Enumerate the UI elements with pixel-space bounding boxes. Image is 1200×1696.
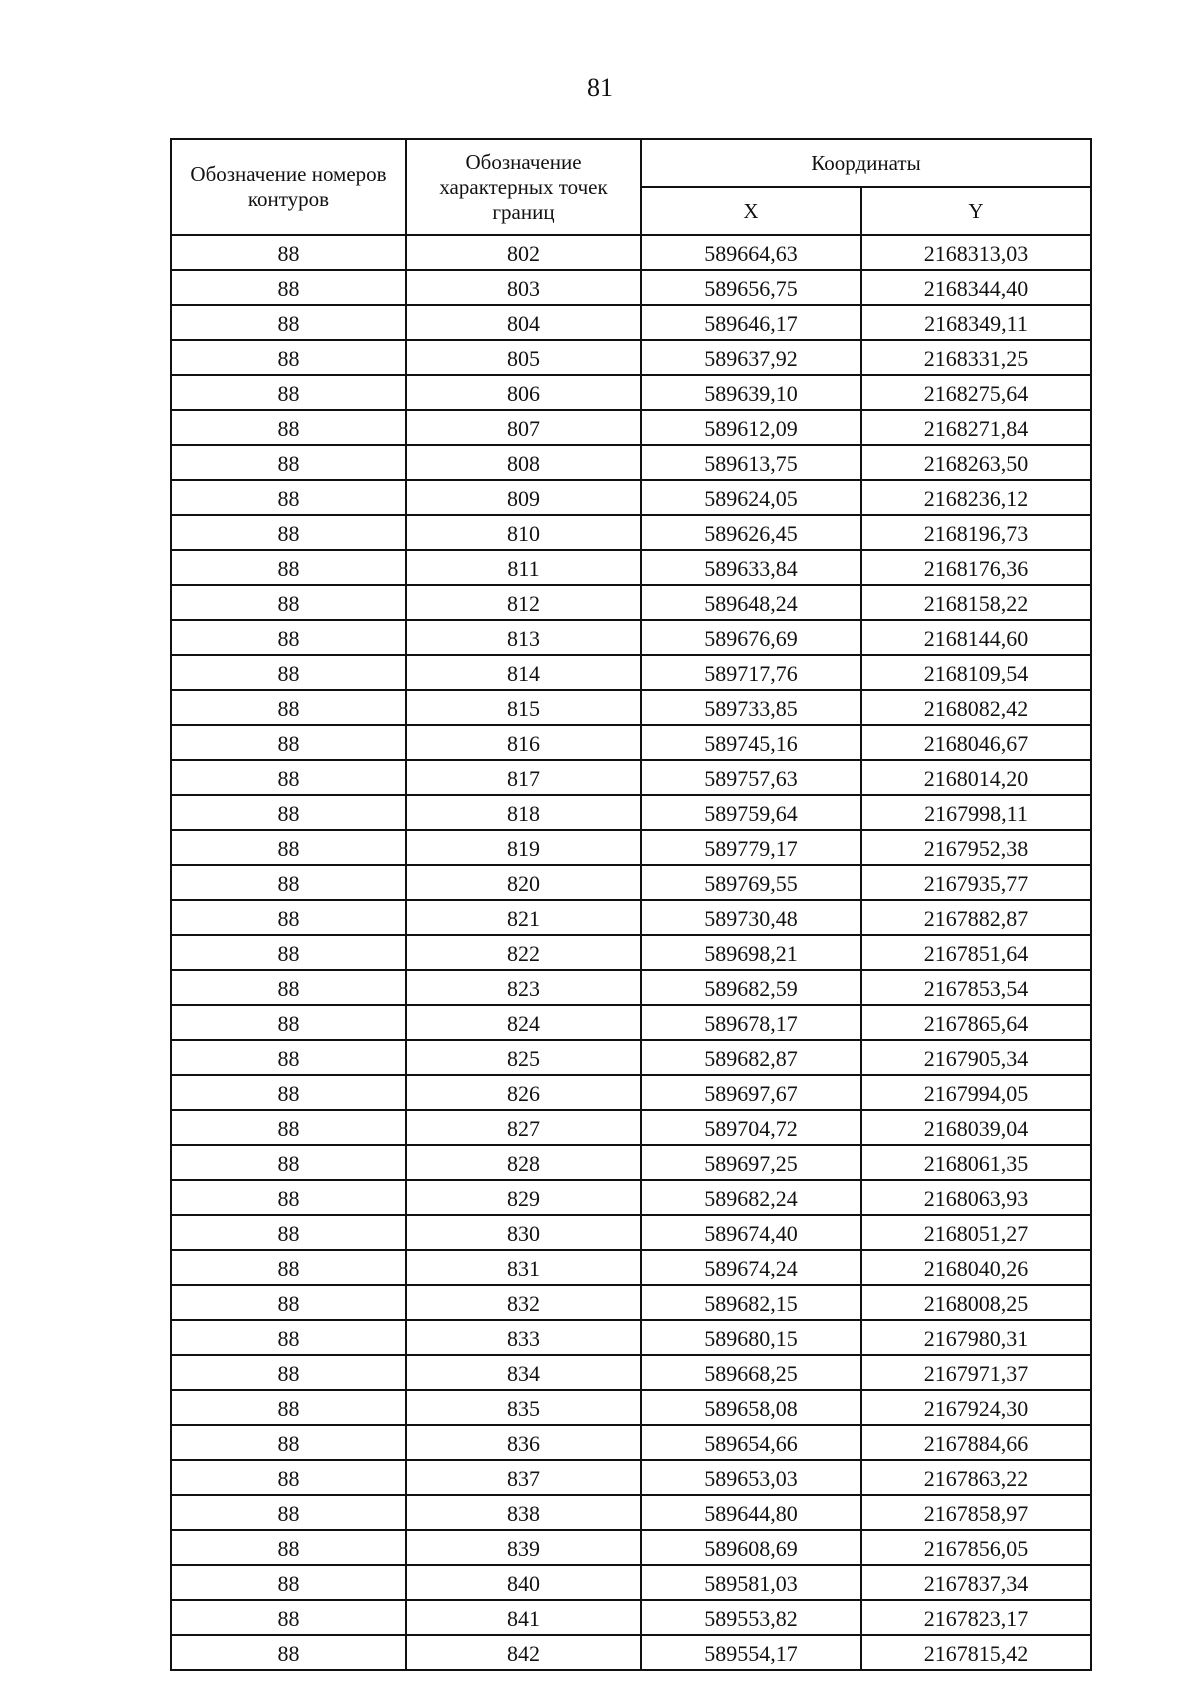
cell-contour-number: 88 (171, 1180, 406, 1215)
cell-contour-number: 88 (171, 655, 406, 690)
cell-y-coordinate: 2168331,25 (861, 340, 1091, 375)
cell-contour-number: 88 (171, 550, 406, 585)
table-row (171, 270, 1091, 305)
cell-point-number: 803 (406, 270, 641, 305)
cell-contour-number: 88 (171, 970, 406, 1005)
cell-y-coordinate: 2168061,35 (861, 1145, 1091, 1180)
cell-y-coordinate: 2168082,42 (861, 690, 1091, 725)
cell-x-coordinate: 589624,05 (641, 480, 861, 515)
cell-point-number: 825 (406, 1040, 641, 1075)
table-header (171, 139, 1091, 235)
cell-y-coordinate: 2167971,37 (861, 1355, 1091, 1390)
table-row (171, 480, 1091, 515)
cell-y-coordinate: 2167905,34 (861, 1040, 1091, 1075)
cell-x-coordinate: 589680,15 (641, 1320, 861, 1355)
cell-contour-number: 88 (171, 760, 406, 795)
cell-point-number: 840 (406, 1565, 641, 1600)
cell-contour-number: 88 (171, 1600, 406, 1635)
cell-contour-number: 88 (171, 1110, 406, 1145)
cell-y-coordinate: 2167994,05 (861, 1075, 1091, 1110)
cell-contour-number: 88 (171, 1320, 406, 1355)
cell-contour-number: 88 (171, 1250, 406, 1285)
table-row (171, 1495, 1091, 1530)
cell-x-coordinate: 589613,75 (641, 445, 861, 480)
cell-contour-number: 88 (171, 830, 406, 865)
cell-y-coordinate: 2168158,22 (861, 585, 1091, 620)
cell-contour-number: 88 (171, 1530, 406, 1565)
cell-point-number: 808 (406, 445, 641, 480)
cell-x-coordinate: 589674,40 (641, 1215, 861, 1250)
cell-y-coordinate: 2168275,64 (861, 375, 1091, 410)
cell-point-number: 812 (406, 585, 641, 620)
cell-contour-number: 88 (171, 725, 406, 760)
cell-x-coordinate: 589678,17 (641, 1005, 861, 1040)
cell-y-coordinate: 2168196,73 (861, 515, 1091, 550)
cell-y-coordinate: 2167865,64 (861, 1005, 1091, 1040)
table-row (171, 550, 1091, 585)
cell-x-coordinate: 589658,08 (641, 1390, 861, 1425)
cell-y-coordinate: 2167924,30 (861, 1390, 1091, 1425)
table-row (171, 865, 1091, 900)
cell-point-number: 809 (406, 480, 641, 515)
cell-x-coordinate: 589633,84 (641, 550, 861, 585)
cell-x-coordinate: 589637,92 (641, 340, 861, 375)
table-row (171, 1635, 1091, 1670)
table-row (171, 1110, 1091, 1145)
cell-y-coordinate: 2167863,22 (861, 1460, 1091, 1495)
cell-contour-number: 88 (171, 690, 406, 725)
cell-contour-number: 88 (171, 515, 406, 550)
table-row (171, 1075, 1091, 1110)
cell-x-coordinate: 589553,82 (641, 1600, 861, 1635)
table-row (171, 1460, 1091, 1495)
cell-point-number: 839 (406, 1530, 641, 1565)
cell-y-coordinate: 2168263,50 (861, 445, 1091, 480)
table-row (171, 585, 1091, 620)
table-row (171, 1390, 1091, 1425)
table-row (171, 1005, 1091, 1040)
cell-contour-number: 88 (171, 235, 406, 270)
cell-x-coordinate: 589656,75 (641, 270, 861, 305)
header-coordinates: Координаты (641, 139, 1091, 187)
cell-contour-number: 88 (171, 935, 406, 970)
cell-y-coordinate: 2168344,40 (861, 270, 1091, 305)
cell-contour-number: 88 (171, 1285, 406, 1320)
table-row (171, 830, 1091, 865)
cell-y-coordinate: 2167935,77 (861, 865, 1091, 900)
cell-contour-number: 88 (171, 795, 406, 830)
table-row (171, 725, 1091, 760)
table-row (171, 1145, 1091, 1180)
cell-contour-number: 88 (171, 340, 406, 375)
cell-y-coordinate: 2167851,64 (861, 935, 1091, 970)
table-row (171, 1285, 1091, 1320)
cell-contour-number: 88 (171, 410, 406, 445)
cell-y-coordinate: 2167882,87 (861, 900, 1091, 935)
table-row (171, 900, 1091, 935)
cell-point-number: 828 (406, 1145, 641, 1180)
table-row (171, 305, 1091, 340)
cell-point-number: 833 (406, 1320, 641, 1355)
cell-contour-number: 88 (171, 305, 406, 340)
cell-point-number: 813 (406, 620, 641, 655)
cell-contour-number: 88 (171, 375, 406, 410)
cell-y-coordinate: 2167884,66 (861, 1425, 1091, 1460)
table-row (171, 620, 1091, 655)
cell-x-coordinate: 589676,69 (641, 620, 861, 655)
cell-y-coordinate: 2168063,93 (861, 1180, 1091, 1215)
cell-contour-number: 88 (171, 900, 406, 935)
cell-point-number: 804 (406, 305, 641, 340)
cell-y-coordinate: 2168039,04 (861, 1110, 1091, 1145)
cell-y-coordinate: 2168046,67 (861, 725, 1091, 760)
cell-x-coordinate: 589639,10 (641, 375, 861, 410)
cell-x-coordinate: 589757,63 (641, 760, 861, 795)
table-row (171, 795, 1091, 830)
cell-point-number: 802 (406, 235, 641, 270)
cell-y-coordinate: 2168176,36 (861, 550, 1091, 585)
table-body (171, 235, 1091, 1670)
cell-x-coordinate: 589733,85 (641, 690, 861, 725)
cell-y-coordinate: 2168008,25 (861, 1285, 1091, 1320)
table-row (171, 340, 1091, 375)
cell-x-coordinate: 589612,09 (641, 410, 861, 445)
cell-contour-number: 88 (171, 480, 406, 515)
table-row (171, 515, 1091, 550)
cell-point-number: 818 (406, 795, 641, 830)
cell-x-coordinate: 589682,15 (641, 1285, 861, 1320)
cell-contour-number: 88 (171, 865, 406, 900)
cell-point-number: 821 (406, 900, 641, 935)
cell-x-coordinate: 589717,76 (641, 655, 861, 690)
coordinates-table (170, 138, 1092, 1671)
cell-point-number: 830 (406, 1215, 641, 1250)
cell-contour-number: 88 (171, 1390, 406, 1425)
table-row (171, 935, 1091, 970)
cell-y-coordinate: 2168051,27 (861, 1215, 1091, 1250)
cell-x-coordinate: 589581,03 (641, 1565, 861, 1600)
cell-x-coordinate: 589682,24 (641, 1180, 861, 1215)
cell-contour-number: 88 (171, 1215, 406, 1250)
cell-x-coordinate: 589608,69 (641, 1530, 861, 1565)
cell-x-coordinate: 589668,25 (641, 1355, 861, 1390)
cell-point-number: 826 (406, 1075, 641, 1110)
cell-y-coordinate: 2167823,17 (861, 1600, 1091, 1635)
table-row (171, 375, 1091, 410)
cell-x-coordinate: 589704,72 (641, 1110, 861, 1145)
cell-y-coordinate: 2168040,26 (861, 1250, 1091, 1285)
cell-point-number: 832 (406, 1285, 641, 1320)
cell-point-number: 807 (406, 410, 641, 445)
table-row (171, 1215, 1091, 1250)
cell-contour-number: 88 (171, 1635, 406, 1670)
header-x: X (641, 187, 861, 235)
cell-contour-number: 88 (171, 1425, 406, 1460)
cell-y-coordinate: 2168313,03 (861, 235, 1091, 270)
table-row (171, 410, 1091, 445)
cell-contour-number: 88 (171, 1495, 406, 1530)
cell-point-number: 837 (406, 1460, 641, 1495)
cell-point-number: 831 (406, 1250, 641, 1285)
cell-x-coordinate: 589697,25 (641, 1145, 861, 1180)
cell-contour-number: 88 (171, 1005, 406, 1040)
cell-x-coordinate: 589644,80 (641, 1495, 861, 1530)
cell-contour-number: 88 (171, 620, 406, 655)
cell-x-coordinate: 589769,55 (641, 865, 861, 900)
cell-x-coordinate: 589745,16 (641, 725, 861, 760)
cell-point-number: 835 (406, 1390, 641, 1425)
table-row (171, 1180, 1091, 1215)
cell-y-coordinate: 2168014,20 (861, 760, 1091, 795)
cell-point-number: 814 (406, 655, 641, 690)
header-y: Y (861, 187, 1091, 235)
table-row (171, 690, 1091, 725)
cell-point-number: 834 (406, 1355, 641, 1390)
cell-x-coordinate: 589626,45 (641, 515, 861, 550)
cell-contour-number: 88 (171, 270, 406, 305)
table-row (171, 970, 1091, 1005)
table-row (171, 445, 1091, 480)
cell-point-number: 838 (406, 1495, 641, 1530)
cell-x-coordinate: 589674,24 (641, 1250, 861, 1285)
header-contour-number: Обозначение номеров контуров (171, 139, 406, 235)
cell-y-coordinate: 2167952,38 (861, 830, 1091, 865)
cell-point-number: 822 (406, 935, 641, 970)
cell-y-coordinate: 2168144,60 (861, 620, 1091, 655)
table-row (171, 1355, 1091, 1390)
cell-y-coordinate: 2167998,11 (861, 795, 1091, 830)
cell-x-coordinate: 589646,17 (641, 305, 861, 340)
cell-x-coordinate: 589648,24 (641, 585, 861, 620)
cell-point-number: 823 (406, 970, 641, 1005)
cell-point-number: 819 (406, 830, 641, 865)
header-boundary-point: Обозначение характерных точек границ (406, 139, 641, 235)
table-row (171, 1600, 1091, 1635)
cell-y-coordinate: 2168236,12 (861, 480, 1091, 515)
cell-x-coordinate: 589697,67 (641, 1075, 861, 1110)
page-number: 81 (587, 73, 613, 102)
cell-x-coordinate: 589654,66 (641, 1425, 861, 1460)
cell-contour-number: 88 (171, 585, 406, 620)
cell-contour-number: 88 (171, 1565, 406, 1600)
cell-y-coordinate: 2167856,05 (861, 1530, 1091, 1565)
cell-y-coordinate: 2167853,54 (861, 970, 1091, 1005)
cell-y-coordinate: 2167837,34 (861, 1565, 1091, 1600)
cell-point-number: 836 (406, 1425, 641, 1460)
cell-x-coordinate: 589779,17 (641, 830, 861, 865)
cell-point-number: 824 (406, 1005, 641, 1040)
cell-contour-number: 88 (171, 1040, 406, 1075)
cell-point-number: 805 (406, 340, 641, 375)
cell-point-number: 816 (406, 725, 641, 760)
table-row (171, 1530, 1091, 1565)
cell-point-number: 806 (406, 375, 641, 410)
cell-x-coordinate: 589730,48 (641, 900, 861, 935)
cell-x-coordinate: 589682,59 (641, 970, 861, 1005)
cell-y-coordinate: 2168109,54 (861, 655, 1091, 690)
cell-x-coordinate: 589554,17 (641, 1635, 861, 1670)
cell-point-number: 820 (406, 865, 641, 900)
cell-point-number: 815 (406, 690, 641, 725)
cell-point-number: 811 (406, 550, 641, 585)
table-row (171, 1425, 1091, 1460)
cell-x-coordinate: 589682,87 (641, 1040, 861, 1075)
cell-x-coordinate: 589759,64 (641, 795, 861, 830)
table-row (171, 1320, 1091, 1355)
cell-point-number: 817 (406, 760, 641, 795)
table-row (171, 760, 1091, 795)
cell-x-coordinate: 589653,03 (641, 1460, 861, 1495)
cell-contour-number: 88 (171, 445, 406, 480)
table-row (171, 1040, 1091, 1075)
table-row (171, 1565, 1091, 1600)
cell-y-coordinate: 2167980,31 (861, 1320, 1091, 1355)
cell-point-number: 829 (406, 1180, 641, 1215)
cell-contour-number: 88 (171, 1355, 406, 1390)
cell-point-number: 842 (406, 1635, 641, 1670)
table-row (171, 655, 1091, 690)
cell-y-coordinate: 2168271,84 (861, 410, 1091, 445)
table-row (171, 235, 1091, 270)
cell-contour-number: 88 (171, 1075, 406, 1110)
cell-point-number: 841 (406, 1600, 641, 1635)
cell-point-number: 810 (406, 515, 641, 550)
cell-contour-number: 88 (171, 1145, 406, 1180)
cell-contour-number: 88 (171, 1460, 406, 1495)
table-row (171, 1250, 1091, 1285)
cell-x-coordinate: 589664,63 (641, 235, 861, 270)
cell-y-coordinate: 2167815,42 (861, 1635, 1091, 1670)
cell-point-number: 827 (406, 1110, 641, 1145)
cell-y-coordinate: 2168349,11 (861, 305, 1091, 340)
cell-x-coordinate: 589698,21 (641, 935, 861, 970)
cell-y-coordinate: 2167858,97 (861, 1495, 1091, 1530)
